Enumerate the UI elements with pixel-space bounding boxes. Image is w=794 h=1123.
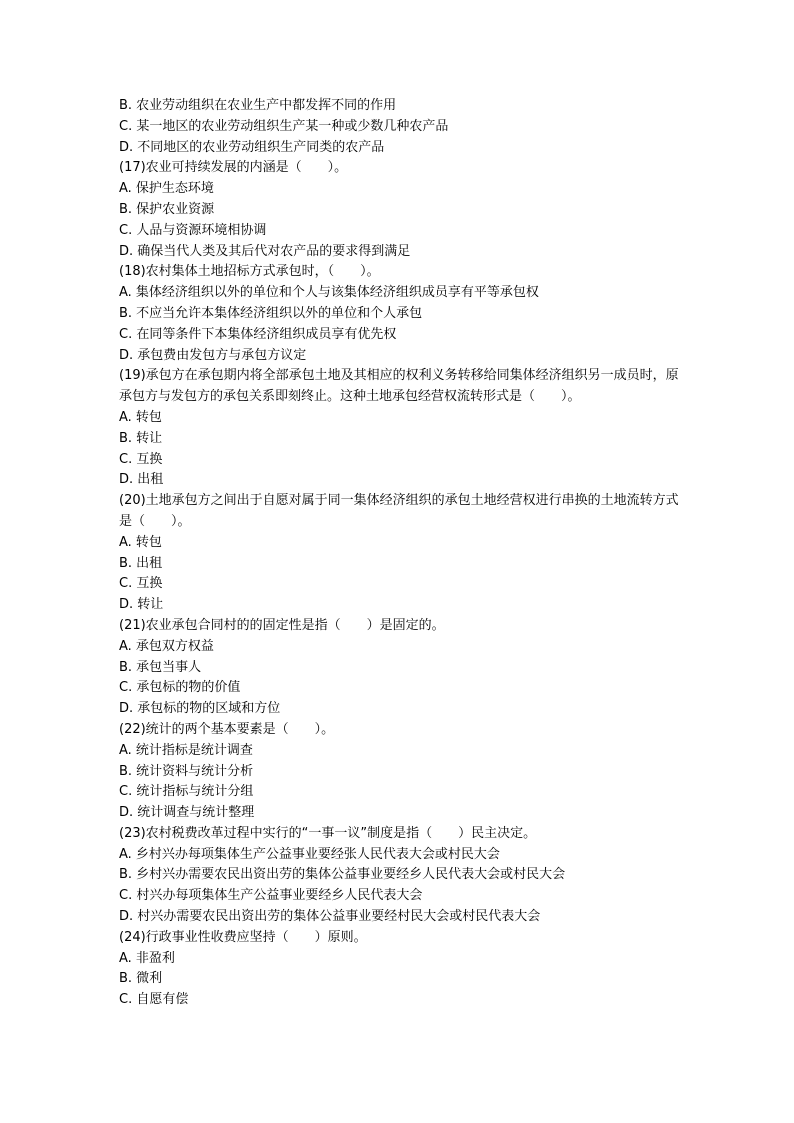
question-stem: (17)农业可持续发展的内涵是（ ）。 [119, 160, 348, 176]
answer-option: A. 转包 [119, 534, 162, 550]
answer-option: D. 不同地区的农业劳动组织生产同类的农产品 [119, 139, 385, 155]
answer-option: A. 集体经济组织以外的单位和个人与该集体经济组织成员享有平等承包权 [119, 285, 539, 301]
answer-option: B. 承包当事人 [119, 659, 202, 675]
answer-option: A. 承包双方权益 [119, 638, 214, 654]
answer-option: B. 统计资料与统计分析 [119, 763, 254, 779]
answer-option: D. 承包费由发包方与承包方议定 [119, 347, 307, 363]
answer-option: B. 微利 [119, 971, 163, 987]
answer-option: C. 统计指标与统计分组 [119, 784, 254, 800]
answer-option: A. 乡村兴办每项集体生产公益事业要经张人民代表大会或村民大会 [119, 846, 500, 862]
question-stem: (23)农村税费改革过程中实行的“一事一议”制度是指（ ）民主决定。 [119, 825, 537, 841]
answer-option: B. 乡村兴办需要农民出资出劳的集体公益事业要经乡人民代表大会或村民大会 [119, 867, 566, 883]
question-stem: (21)农业承包合同村的的固定性是指（ ）是固定的。 [119, 617, 445, 633]
answer-option: C. 人品与资源环境相协调 [119, 222, 267, 238]
answer-option: B. 转让 [119, 430, 163, 446]
answer-option: C. 村兴办每项集体生产公益事业要经乡人民代表大会 [119, 888, 423, 904]
question-stem: (22)统计的两个基本要素是（ ）。 [119, 721, 335, 737]
answer-option: B. 出租 [119, 555, 163, 571]
question-stem: (20)土地承包方之间出于自愿对属于同一集体经济组织的承包土地经营权进行串换的土地流转方式是（ ）。 [119, 493, 679, 529]
answer-option: A. 非盈利 [119, 950, 175, 966]
answer-option: C. 自愿有偿 [119, 992, 189, 1008]
answer-option: D. 确保当代人类及其后代对农产品的要求得到满足 [119, 243, 411, 259]
answer-option: A. 转包 [119, 409, 162, 425]
answer-option: A. 保护生态环境 [119, 181, 214, 197]
answer-option: C. 在同等条件下本集体经济组织成员享有优先权 [119, 326, 397, 342]
answer-option: D. 出租 [119, 472, 164, 488]
answer-option: D. 村兴办需要农民出资出劳的集体公益事业要经村民大会或村民代表大会 [119, 909, 541, 925]
question-list [119, 96, 679, 1011]
answer-option: D. 转让 [119, 597, 164, 613]
answer-option: B. 保护农业资源 [119, 201, 215, 217]
answer-option: D. 统计调查与统计整理 [119, 805, 255, 821]
answer-option: B. 农业劳动组织在农业生产中都发挥不同的作用 [119, 98, 397, 113]
question-stem: (19)承包方在承包期内将全部承包土地及其相应的权利义务转移给同集体经济组织另一成员时，原承包方与发包方的承包关系即刻终止。这种土地承包经营权流转形式是（ ）。 [119, 368, 679, 405]
answer-option: C. 互换 [119, 451, 163, 467]
answer-option: A. 统计指标是统计调查 [119, 742, 253, 758]
question-stem: (18)农村集体土地招标方式承包时，（ ）。 [119, 264, 380, 280]
answer-option: D. 承包标的物的区域和方位 [119, 701, 281, 717]
answer-option: B. 不应当允许本集体经济组织以外的单位和个人承包 [119, 305, 423, 321]
answer-option: C. 某一地区的农业劳动组织生产某一种或少数几种农产品 [119, 118, 449, 134]
answer-option: C. 承包标的物的价值 [119, 680, 241, 696]
answer-option: C. 互换 [119, 576, 163, 592]
question-stem: (24)行政事业性收费应坚持（ ）原则。 [119, 929, 367, 945]
